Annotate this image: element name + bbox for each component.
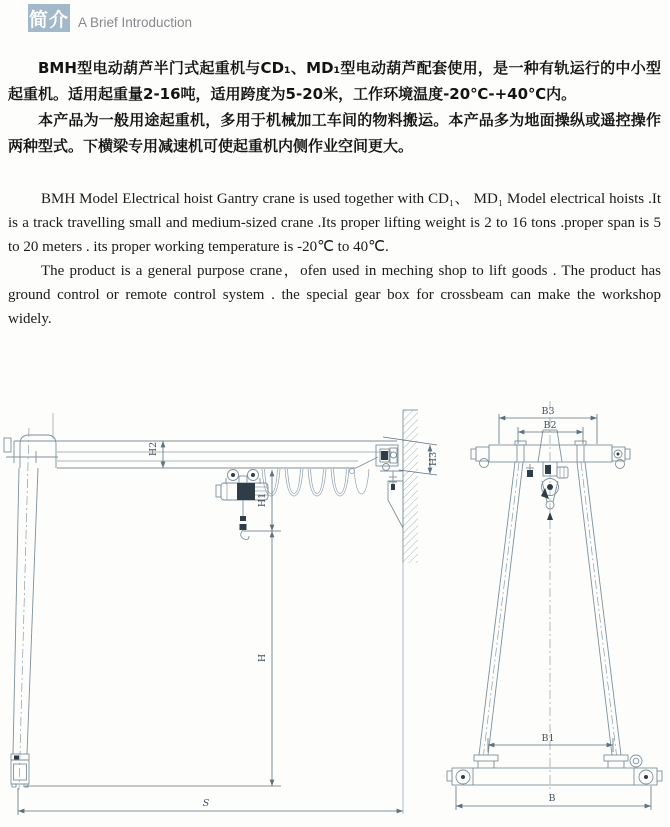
bottom-beam	[447, 755, 662, 785]
top-carriage	[471, 430, 630, 469]
left-leg	[4, 428, 58, 790]
dim-label-b2: B2	[543, 420, 557, 431]
hook-icon	[241, 530, 249, 540]
side-view-legs	[474, 462, 628, 768]
dim-label-b: B	[548, 793, 556, 804]
dim-label-s: S	[202, 798, 210, 809]
intro-paragraph-cn-1: BMH型电动葫芦半门式起重机与CD₁、MD₁型电动葫芦配套使用，是一种有轨运行的中小型起重机。适用起重量2-16吨，适用跨度为5-20米，工作环境温度-20℃-+40℃内。	[8, 59, 661, 103]
intro-paragraph-cn-2: 本产品为一般用途起重机，多用于机械加工车间的物料搬运。本产品多为地面操纵或遥控操作两种型式。下横梁专用减速机可使起重机内侧作业空间更大。	[8, 111, 661, 155]
section-header	[28, 4, 192, 32]
technical-drawing	[0, 328, 670, 827]
section-badge: 简介	[28, 4, 70, 32]
dim-label-h1: H1	[257, 492, 268, 508]
girder-beam	[14, 413, 397, 468]
section-title: A Brief Introduction	[78, 15, 193, 30]
festoon-cables	[262, 469, 369, 497]
front-view-dimensions	[18, 437, 439, 815]
dim-label-b1: B1	[541, 733, 555, 744]
side-view-drawing	[447, 401, 662, 810]
dim-label-h2: H2	[148, 441, 159, 457]
intro-paragraph-en-2: The product is a general purpose crane，ofen used in meching shop to lift goods . The product has ground control or remote control system . the special gear box for crossbeam can make the workshop widely.	[8, 263, 661, 327]
front-view-drawing	[4, 410, 439, 815]
hoist-end-view	[526, 462, 568, 520]
dim-label-h3: H3	[428, 451, 439, 467]
side-view-dimensions	[456, 406, 651, 810]
intro-paragraph-en-1: BMH Model Electrical hoist Gantry crane is used together with CD₁、 MD₁ Model electrical hoists .It is a track travelling small and medium-sized crane .Its proper lifting weight is 2 to 16 tons .proper span is 5 to 20 meters . its proper working temperature is -20℃ to 40℃.	[8, 191, 661, 255]
dim-label-h: H	[257, 653, 268, 663]
dim-label-b3: B3	[541, 406, 555, 417]
